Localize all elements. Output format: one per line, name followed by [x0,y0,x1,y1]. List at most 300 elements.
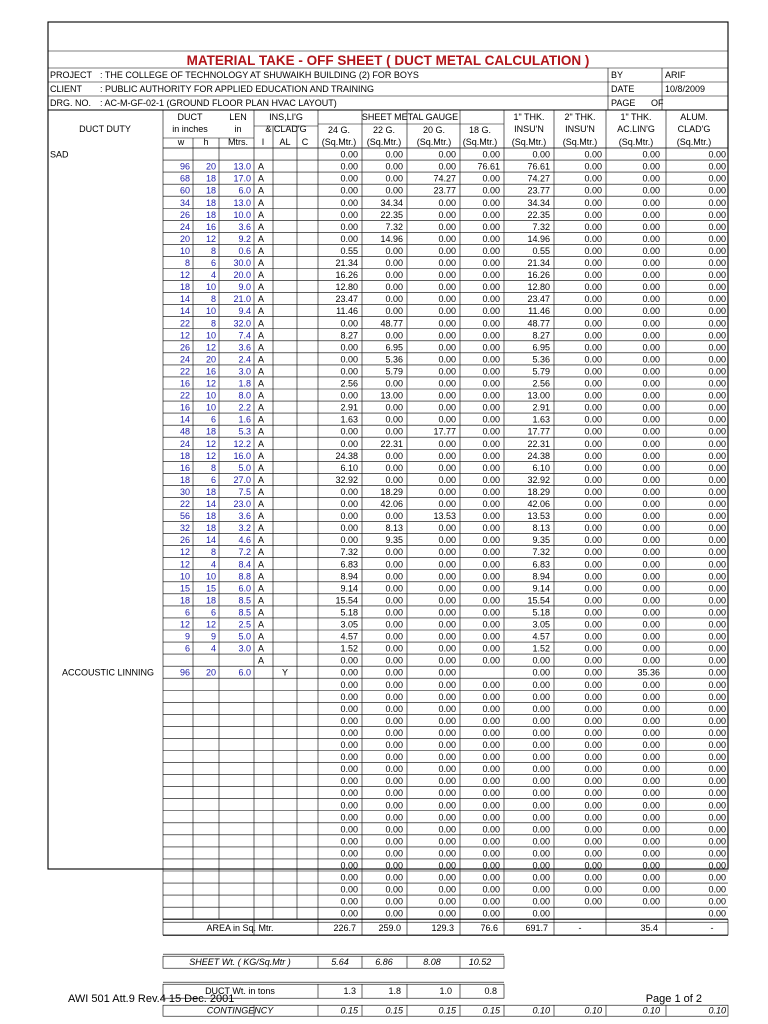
cell-h: 18 [205,173,216,184]
cell-h: 10 [205,390,216,401]
area-value: 35.4 [640,923,658,934]
cell-h: 18 [205,523,216,534]
cell-g18: 0.00 [482,294,500,305]
cell-len: 32.0 [233,318,251,329]
cell-g20: 0.00 [438,607,456,618]
cell-g24: 0.00 [340,848,358,859]
cell-h: 15 [205,583,216,594]
cell-g20: 0.00 [438,872,456,883]
cell-g22: 0.00 [385,559,403,570]
table-row [180,186,726,196]
cell-t1: 48.77 [527,318,550,329]
cell-ins: A [258,523,265,534]
cell-alum: 0.00 [708,438,726,449]
cell-g20: 0.00 [438,366,456,377]
cell-g20: 0.00 [438,908,456,919]
cell-g18: 0.00 [482,209,500,220]
cell-g22: 0.00 [385,571,403,582]
cell-len: 5.0 [238,631,251,642]
cell-g22: 0.00 [385,896,403,907]
cell-g22: 0.00 [385,752,403,763]
cell-ins: A [258,655,265,666]
table-row [185,644,726,654]
cell-g24: 5.18 [340,607,358,618]
cell-t1: 0.00 [532,800,550,811]
cell-g18: 0.00 [482,402,500,413]
cell-w: 22 [179,318,190,329]
cell-g22: 0.00 [385,884,403,895]
cell-t2: 0.00 [584,354,602,365]
cell-t2: 0.00 [584,667,602,678]
cell-t2: 0.00 [584,655,602,666]
cell-g18: 0.00 [482,318,500,329]
cell-ins: A [258,402,265,413]
cell-h: 9 [210,631,216,642]
cell-w: 68 [179,173,190,184]
cell-w: 18 [179,282,190,293]
cell-lin: 0.00 [642,245,660,256]
cell-g22: 0.00 [385,595,403,606]
cell-g18: 0.00 [482,571,500,582]
cell-t1: 11.46 [528,306,550,317]
cell-ins: A [258,462,265,473]
table-row [340,776,726,786]
cell-g20: 0.00 [438,824,456,835]
table-row [180,499,726,509]
cell-g24: 9.14 [340,583,358,594]
cell-g20: 74.27 [433,173,456,184]
table-row [340,764,726,774]
col-20g: 20 G. [422,125,446,135]
cell-lin: 0.00 [642,727,660,738]
cell-w: 24 [179,438,190,449]
cell-lin: 0.00 [642,450,660,461]
table-row [340,704,726,714]
table-row [180,294,726,304]
cell-g22: 6.95 [385,342,403,353]
cell-g22: 0.00 [385,740,403,750]
cell-g22: 0.00 [385,607,403,618]
cell-g18: 0.00 [482,896,500,907]
cell-t2: 0.00 [584,872,602,883]
cell-lin: 0.00 [642,161,660,172]
cell-g22: 0.00 [385,679,403,690]
cell-alum: 0.00 [708,571,726,582]
cell-alum: 0.00 [708,173,726,184]
cell-t1: 0.00 [532,727,550,738]
cell-g18: 0.00 [482,860,500,871]
cell-g22: 5.36 [385,354,403,365]
cell-alum: 0.00 [708,860,726,871]
cell-len: 3.0 [238,366,251,377]
cell-h: 10 [205,330,216,341]
cell-t1: 23.77 [527,185,550,196]
cell-g18: 0.00 [482,547,500,558]
cell-g24: 0.00 [340,161,358,172]
cell-t2: 0.00 [584,197,602,208]
cell-w: 20 [179,233,190,244]
cell-g20: 0.00 [438,258,456,268]
cell-g24: 0.00 [340,390,358,401]
cell-t2: 0.00 [584,848,602,859]
cell-alum: 0.00 [708,499,726,509]
cell-ins: A [258,499,265,509]
cell-g20: 0.00 [438,848,456,859]
cell-g24: 0.00 [340,752,358,763]
cell-h: 4 [210,643,216,654]
cell-g18: 0.00 [482,884,500,895]
cell-w: 15 [179,583,190,594]
cell-g20: 0.00 [438,499,456,509]
cell-g20: 0.00 [438,631,456,642]
cell-t1: 0.00 [532,776,550,787]
col-clad: & CLAD'G [265,124,307,134]
cell-ins: A [258,474,265,485]
cell-len: 7.5 [238,486,251,497]
cell-g22: 0.00 [385,330,403,341]
cell-alum: 0.00 [708,270,726,281]
date-label: DATE [611,84,635,94]
cell-len: 2.2 [238,402,251,413]
cell-ins: A [258,294,265,305]
cell-g20: 0.00 [438,474,456,485]
cell-h: 4 [210,559,216,570]
cell-alum: 0.00 [708,607,726,618]
cell-g18: 0.00 [482,197,500,208]
cell-g22: 0.00 [385,691,403,702]
cell-lin: 0.00 [642,499,660,509]
footer-page-number: Page 1 of 2 [645,993,702,1005]
cell-g20: 0.00 [438,776,456,787]
table-row [180,620,726,630]
cell-alum: 0.00 [708,752,726,763]
cell-lin: 0.00 [642,535,660,546]
cell-g22: 8.13 [385,523,403,534]
table-row [340,800,726,810]
cell-g20: 0.00 [438,486,456,497]
col-1in-insulation-sub: INSU'N [514,124,544,134]
cell-g24: 0.00 [340,486,358,497]
cell-t1: 1.63 [532,414,550,425]
cell-alum: 0.00 [708,330,726,341]
table-row [180,403,726,413]
col-unit-22g: (Sq.Mtr.) [366,137,402,147]
cell-t1: 0.00 [532,679,550,690]
cell-t1: 16.26 [527,270,550,281]
cell-len: 4.6 [238,535,251,546]
cell-g24: 7.32 [340,547,358,558]
cell-ins: A [258,330,265,341]
cell-len: 8.8 [238,571,251,582]
cell-g24: 8.94 [340,571,358,582]
cell-w: 12 [179,270,190,281]
cell-len: 8.4 [238,559,251,570]
cell-lin: 0.00 [642,402,660,413]
drg-value: : AC-M-GF-02-1 (GROUND FLOOR PLAN HVAC LAYOUT) [100,98,337,108]
duct-weight-value: 1.0 [439,986,452,997]
cell-len: 8.0 [238,390,251,401]
cell-g18: 0.00 [482,535,500,546]
cell-w: 22 [179,366,190,377]
cell-t1: 0.00 [532,752,550,763]
cell-t2: 0.00 [584,474,602,485]
cell-len: 3.0 [238,643,251,654]
cell-g18: 0.00 [482,523,500,534]
cell-alum: 0.00 [708,294,726,305]
cell-t2: 0.00 [584,764,602,775]
cell-ins: A [258,583,265,594]
col-22g: 22 G. [372,125,396,135]
cell-t2: 0.00 [584,788,602,799]
cell-t2: 0.00 [584,450,602,461]
cell-h: 12 [205,619,216,630]
cell-len: 9.4 [238,306,251,317]
cell-lin: 0.00 [642,366,660,377]
cell-g18: 0.00 [482,462,500,473]
cell-lin: 0.00 [642,715,660,726]
cell-alum: 0.00 [708,727,726,738]
cell-t1: 0.55 [532,245,550,256]
cell-t2: 0.00 [584,643,602,654]
cell-alum: 0.00 [708,523,726,534]
cell-g20: 0.00 [438,438,456,449]
cell-lin: 0.00 [642,233,660,244]
cell-g18: 0.00 [482,679,500,690]
table-row [180,270,726,280]
table-row [62,668,726,678]
sheet-weight-label: SHEET Wt. ( KG/Sq.Mtr ) [189,957,291,968]
sheet-weight-value: 6.86 [375,957,393,968]
cell-t1: 5.36 [532,354,550,365]
cell-g18: 0.00 [482,233,500,244]
table-row [180,391,726,401]
cell-g24: 0.00 [340,209,358,220]
area-label: AREA in Sq. Mtr. [206,923,274,934]
cell-g20: 0.00 [438,161,456,172]
cell-w: 16 [179,462,190,473]
cell-ins: A [258,270,265,281]
cell-lin: 0.00 [642,848,660,859]
cell-g18: 0.00 [482,474,500,485]
cell-g22: 0.00 [385,643,403,654]
cell-alum: 0.00 [708,426,726,437]
cell-t2: 0.00 [584,318,602,329]
cell-g18: 0.00 [482,282,500,293]
table-row [340,836,726,846]
duct-duty-cell: SAD [50,149,69,160]
table-row [180,511,726,521]
cell-t2: 0.00 [584,390,602,401]
contingency-value: 0.10 [584,1005,602,1016]
cell-t2: 0.00 [584,824,602,835]
cell-g20: 0.00 [438,402,456,413]
cell-g20: 0.00 [438,619,456,630]
cell-lin: 0.00 [642,390,660,401]
cell-g22: 5.79 [385,366,403,377]
cell-t1: 0.00 [532,824,550,835]
cell-g22: 0.00 [385,872,403,883]
table-row [180,439,726,449]
project-value: : THE COLLEGE OF TECHNOLOGY AT SHUWAIKH BUILDING (2) FOR BOYS [100,70,419,80]
client-label: CLIENT [50,84,83,94]
area-value: 129.3 [431,923,454,934]
cell-alum: 0.00 [708,884,726,895]
col-24g: 24 G. [327,125,351,135]
cell-t1: 1.52 [532,643,550,654]
cell-g22: 0.00 [385,282,403,293]
table-row [180,318,726,328]
cell-g18: 0.00 [482,583,500,594]
cell-lin: 0.00 [642,691,660,702]
cell-g18: 0.00 [482,607,500,618]
table-row [340,873,726,883]
cell-g22: 0.00 [385,462,403,473]
cell-h: 12 [205,233,216,244]
cell-w: 12 [179,330,190,341]
cell-t2: 0.00 [584,342,602,353]
cell-w: 12 [179,559,190,570]
cell-h: 12 [205,378,216,389]
cell-alum: 0.00 [708,486,726,497]
cell-g24: 0.00 [340,426,358,437]
col-2in-insulation-sub: INSU'N [565,124,595,134]
cell-g24: 0.00 [340,185,358,196]
cell-ins: A [258,631,265,642]
cell-alum: 0.00 [708,655,726,666]
cell-h: 12 [205,342,216,353]
cell-len: 3.6 [238,342,251,353]
cell-lin: 0.00 [642,173,660,184]
cell-g22: 0.00 [385,547,403,558]
cell-g18: 0.00 [482,342,500,353]
cell-lin: 0.00 [642,511,660,522]
cell-w: 48 [179,426,190,437]
cell-ins: A [258,209,265,220]
cell-h: 18 [205,511,216,522]
table-row [180,523,726,533]
cell-g24: 0.00 [340,884,358,895]
cell-t1: 8.94 [532,571,550,582]
cell-len: 6.0 [238,185,251,196]
cell-alum: 0.00 [708,812,726,823]
cell-lin: 0.00 [642,643,660,654]
cell-t2: 0.00 [584,812,602,823]
cell-t1: 22.31 [527,438,550,449]
cell-w: 10 [179,245,190,256]
contingency-value: 0.15 [385,1005,403,1016]
cell-t1: 8.27 [532,330,550,341]
cell-h: 8 [210,462,216,473]
cell-alum: 0.00 [708,740,726,750]
cell-g22: 0.00 [385,450,403,461]
contingency-value: 0.15 [438,1005,456,1016]
cell-g24: 1.63 [340,414,358,425]
cell-w: 34 [179,197,190,208]
cell-h: 8 [210,294,216,305]
cell-t1: 42.06 [527,499,550,509]
cell-alum: 0.00 [708,185,726,196]
cell-g18: 0.00 [482,703,500,714]
cell-w: 6 [184,607,190,618]
cell-lin: 0.00 [642,378,660,389]
cell-alum: 0.00 [708,583,726,594]
cell-g20: 0.00 [438,547,456,558]
cell-t2: 0.00 [584,776,602,787]
cell-g20: 0.00 [438,462,456,473]
cell-len: 10.0 [233,209,251,220]
cell-ins: A [258,197,265,208]
cell-g18: 0.00 [482,643,500,654]
cell-t2: 0.00 [584,330,602,341]
cell-lin: 0.00 [642,547,660,558]
cell-len: 3.2 [238,523,251,534]
cell-g22: 0.00 [385,149,403,160]
cell-g24: 0.00 [340,438,358,449]
cell-t2: 0.00 [584,679,602,690]
cell-g22: 0.00 [385,414,403,425]
cell-alum: 0.00 [708,390,726,401]
cell-g18: 0.00 [482,619,500,630]
cell-g22: 0.00 [385,667,403,678]
cell-len: 12.2 [233,438,251,449]
cell-g24: 0.00 [340,197,358,208]
cell-t2: 0.00 [584,523,602,534]
cell-t1: 32.92 [527,474,550,485]
cell-alum: 0.00 [708,908,726,919]
cell-t1: 0.00 [532,884,550,895]
cell-g18: 0.00 [482,655,500,666]
cell-t2: 0.00 [584,221,602,232]
cell-alum: 0.00 [708,703,726,714]
cell-h: 20 [205,161,216,172]
col-2in-insulation: 2" THK. [564,112,596,122]
cell-g22: 0.00 [385,860,403,871]
cell-ins: A [258,438,265,449]
cell-alum: 0.00 [708,306,726,317]
client-value: : PUBLIC AUTHORITY FOR APPLIED EDUCATION AND TRAINING [100,84,375,94]
cell-lin: 0.00 [642,872,660,883]
cell-g22: 0.00 [385,294,403,305]
col-unit-lining: (Sq.Mtr.) [618,137,654,147]
cell-g24: 16.26 [335,270,358,281]
cell-t2: 0.00 [584,499,602,509]
duct-duty-cell: ACCOUSTIC LINNING [62,667,155,678]
cell-t2: 0.00 [584,607,602,618]
cell-g24: 32.92 [335,474,358,485]
cell-t1: 76.61 [527,161,550,172]
cell-lin: 0.00 [642,764,660,775]
cell-t2: 0.00 [584,619,602,630]
cell-h: 14 [205,499,216,509]
contingency-value: 0.10 [532,1005,550,1016]
cell-lin: 0.00 [642,836,660,847]
cell-g18: 0.00 [482,715,500,726]
table-row [180,162,726,172]
cell-t1: 5.79 [532,366,550,377]
cell-ins: A [258,559,265,570]
cell-lin: 0.00 [642,282,660,293]
cell-g20: 0.00 [438,655,456,666]
cell-g20: 0.00 [438,691,456,702]
cell-t2: 0.00 [584,209,602,220]
cell-lin: 0.00 [642,318,660,329]
cell-g22: 0.00 [385,511,403,522]
col-unit-24g: (Sq.Mtr.) [321,137,357,147]
cell-t1: 0.00 [532,908,550,919]
cell-g22: 0.00 [385,402,403,413]
duct-weight-label: DUCT Wt. in tons [205,986,275,997]
cell-ins: A [258,414,265,425]
